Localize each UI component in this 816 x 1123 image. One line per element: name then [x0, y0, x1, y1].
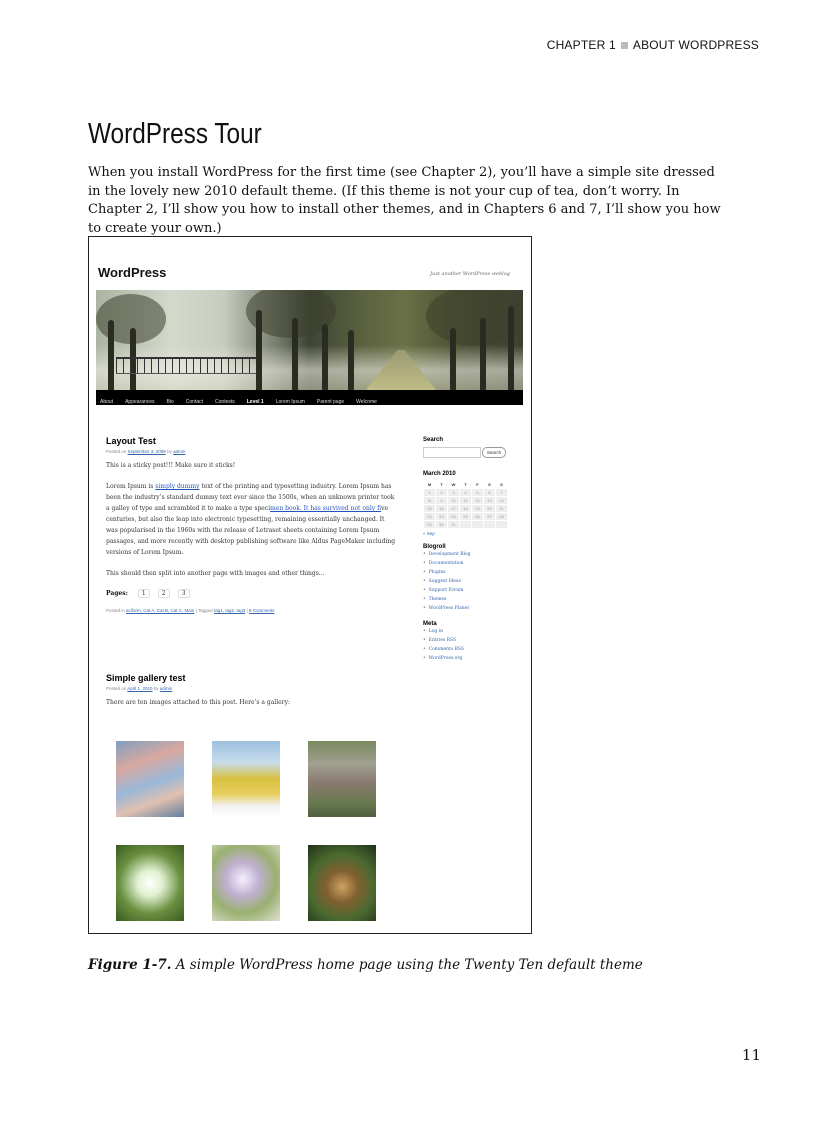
running-head-section: ABOUT WORDPRESS	[632, 38, 759, 52]
widget-title-meta: Meta	[423, 621, 437, 627]
specimen-book-link[interactable]: men book. It has survived not only fi	[270, 505, 382, 512]
tree-trunk-shape	[322, 324, 328, 390]
post-meta: Posted on April 1, 2010 by admin	[106, 686, 173, 691]
sticky-text: This is a sticky post!!! Make sure it sticks!	[106, 462, 236, 469]
gallery-thumbnail[interactable]	[116, 845, 184, 921]
meta-link[interactable]: • Comments RSS	[423, 645, 523, 654]
gallery-thumbnail[interactable]	[308, 741, 376, 817]
nav-item-lorem-ipsum[interactable]: Lorem Ipsum	[275, 399, 305, 405]
blogroll-list	[423, 550, 523, 613]
running-head	[547, 38, 759, 52]
blogroll-link[interactable]: • Themes	[423, 595, 523, 604]
simply-dummy-link[interactable]: simply dummy	[155, 483, 200, 490]
sidebar	[423, 437, 523, 663]
site-tagline: Just another WordPress weblog	[430, 271, 510, 277]
widget-title-search: Search	[423, 437, 444, 443]
tree-trunk-shape	[450, 328, 456, 390]
nav-item-contests[interactable]: Contests	[215, 399, 235, 405]
post-date-link[interactable]: April 1, 2010	[127, 686, 153, 691]
nav-item-about[interactable]: About	[100, 399, 114, 405]
tree-trunk-shape	[348, 330, 354, 390]
page-link-1[interactable]: 1	[138, 589, 150, 598]
post-title[interactable]: Layout Test	[106, 436, 156, 446]
post-gallery-test	[106, 673, 396, 708]
nav-item-contact[interactable]: Contact	[185, 399, 204, 405]
figure-screenshot	[88, 236, 532, 934]
tree-trunk-shape	[256, 310, 262, 390]
figure-label: Figure 1-7.	[88, 957, 172, 973]
post-author-link[interactable]: admin	[159, 686, 173, 691]
meta-list	[423, 627, 523, 663]
nav-item-welcome[interactable]: Welcome	[356, 399, 377, 405]
post-date-link[interactable]: September 3, 2008	[127, 449, 166, 454]
post-author-link[interactable]: admin	[173, 449, 186, 454]
search-form	[423, 447, 523, 457]
figure-caption	[88, 957, 643, 973]
calendar-table: M T W T F S S 1 2 3 4 5 6 7 8 9 10 11 12 13 14 15 16 17 18 19 20 21 22 23 24 25 26 27 28 29 30 31	[423, 481, 508, 529]
wordpress-site	[96, 241, 526, 929]
header-image	[96, 290, 523, 390]
path-shape	[366, 350, 436, 390]
section-title: WordPress Tour	[88, 118, 262, 150]
gallery-thumbnail[interactable]	[308, 845, 376, 921]
tree-trunk-shape	[292, 318, 298, 390]
post-footer: Posted in aciform, Cat A, Cat B, Cat C, Main | Tagged tag1, tag2, tag3 | 8 Comments	[106, 608, 275, 613]
meta-link[interactable]: • Log in	[423, 627, 523, 636]
search-button[interactable]: Search	[482, 447, 506, 458]
running-head-chapter: CHAPTER 1	[546, 38, 616, 52]
intro-paragraph: When you install WordPress for the first time (see Chapter 2), you’ll have a simple site dressed in the lovely new 2010 default theme. (If this theme is not your cup of tea, don’t worry. In Chapter 2, I’ll show you how to install other themes, and in Chapters 6 and 7, I’ll show you how to create your own.)	[88, 165, 721, 236]
meta-link[interactable]: • WordPress.org	[423, 654, 523, 663]
calendar-prev-link[interactable]: « Sep	[423, 531, 435, 536]
figure-caption-text: A simple WordPress home page using the Twenty Ten default theme	[175, 957, 643, 973]
split-text: This should then split into another page with images and other things...	[106, 570, 325, 577]
nav-item-bio[interactable]: Bio	[166, 399, 174, 405]
tree-trunk-shape	[480, 318, 486, 390]
gallery-thumbnail[interactable]	[212, 845, 280, 921]
post-layout-test	[106, 436, 396, 613]
page-link-2[interactable]: 2	[158, 589, 170, 598]
blogroll-link[interactable]: • WordPress Planet	[423, 604, 523, 613]
widget-title-blogroll: Blogroll	[423, 544, 446, 550]
nav-item-appearances[interactable]: Appearances	[125, 399, 155, 405]
blogroll-link[interactable]: • Plugins	[423, 568, 523, 577]
calendar-title: March 2010	[423, 471, 456, 477]
main-navigation	[96, 390, 523, 405]
nav-item-parent-page[interactable]: Parent page	[316, 399, 345, 405]
fence-shape	[116, 357, 256, 374]
tree-trunk-shape	[508, 306, 514, 390]
blogroll-link[interactable]: • Development Blog	[423, 550, 523, 559]
blogroll-link[interactable]: • Support Forum	[423, 586, 523, 595]
tree-trunk-shape	[108, 320, 114, 390]
tags-link[interactable]: tag1, tag2, tag3	[213, 608, 246, 613]
gallery-intro: There are ten images attached to this post. Here’s a gallery:	[106, 699, 290, 706]
meta-link[interactable]: • Entries RSS	[423, 636, 523, 645]
nav-item-level-1[interactable]: Level 1	[246, 399, 264, 405]
gallery-thumbnail[interactable]	[116, 741, 184, 817]
post-pagination: Pages: 1 2 3	[106, 589, 396, 598]
blogroll-link[interactable]: • Documentation	[423, 559, 523, 568]
post-meta: Posted on September 3, 2008 by admin	[106, 449, 186, 454]
search-input[interactable]	[423, 447, 481, 458]
post-title[interactable]: Simple gallery test	[106, 673, 186, 683]
lorem-paragraph: Lorem Ipsum is simply dummy text of the printing and typesetting industry. Lorem Ipsum has been the industry’s standard dummy text ever since the 1500s, when an unknown printer took a galley of type and scrambled it to make a type specimen book. It has survived not only five centuries, but also the leap into electronic typesetting, remaining essentially unchanged. It was popularised in the 1960s with the release of Letraset sheets containing Lorem Ipsum passages, and more recently with desktop publishing software like Aldus PageMaker including versions of Lorem Ipsum.	[106, 483, 396, 556]
categories-link[interactable]: aciform, Cat A, Cat B, Cat C, Main	[126, 608, 195, 613]
image-gallery	[116, 741, 376, 921]
comments-link[interactable]: 8 Comments	[248, 608, 275, 613]
gallery-thumbnail[interactable]	[212, 741, 280, 817]
blogroll-link[interactable]: • Suggest Ideas	[423, 577, 523, 586]
page-link-3[interactable]: 3	[178, 589, 190, 598]
square-bullet-icon	[621, 42, 628, 49]
site-title[interactable]: WordPress	[98, 265, 167, 280]
page-number: 11	[741, 1046, 761, 1064]
